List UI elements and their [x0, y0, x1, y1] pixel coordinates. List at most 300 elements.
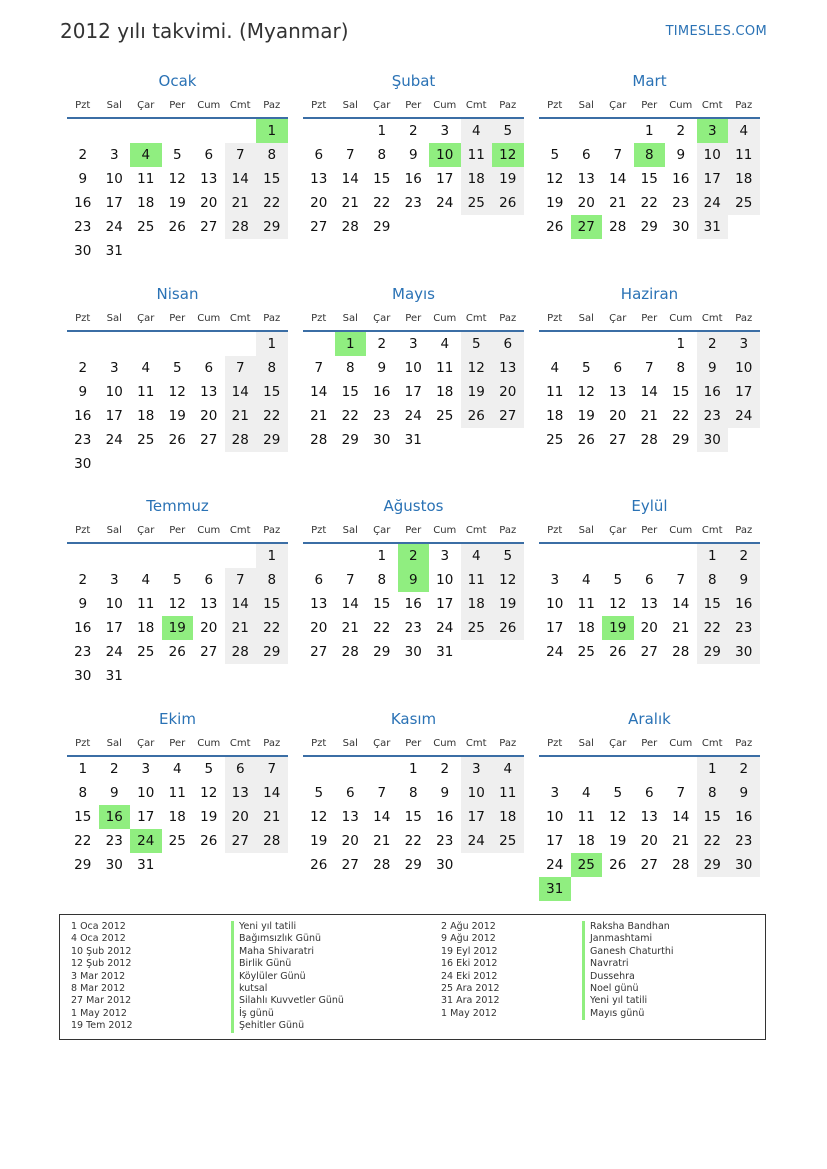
day-cell: 7: [225, 356, 257, 380]
day-cell: 2: [697, 332, 729, 356]
day-cell: 5: [613, 572, 623, 588]
weekday-label: Cum: [433, 100, 457, 111]
weekday-label: Cmt: [229, 737, 251, 749]
day-cell: 29: [341, 431, 359, 448]
legend-holiday-name: Köylüler Günü: [231, 971, 344, 983]
day-cell: 31: [404, 431, 422, 448]
weekday-label: Cmt: [465, 737, 487, 749]
day-cell: 7: [676, 784, 686, 801]
calendar-grid: [67, 68, 761, 908]
legend-holiday-date: 1 May 2012: [71, 1007, 127, 1019]
day-cell: 15: [697, 805, 729, 829]
day-cell: 6: [345, 784, 355, 801]
day-cell: 23: [697, 404, 729, 428]
day-cell: 8: [377, 147, 387, 163]
day-cell: 4: [461, 119, 493, 143]
day-cell: 3: [550, 784, 560, 801]
day-cell: 5: [461, 332, 493, 356]
holiday-day-cell: 12: [492, 143, 524, 167]
weekday-label: Per: [169, 737, 186, 749]
day-cell: 25: [137, 644, 155, 660]
weekday-label: Cmt: [465, 100, 487, 111]
day-cell: 22: [640, 195, 658, 211]
weekday-label: Per: [405, 312, 422, 324]
day-cell: 12: [310, 808, 328, 825]
day-cell: 3: [461, 757, 493, 781]
day-cell: 24: [105, 644, 123, 660]
day-cell: 30: [74, 243, 92, 259]
day-cell: 11: [728, 143, 760, 167]
day-cell: 12: [168, 596, 186, 612]
day-cell: 7: [225, 568, 257, 592]
brand-link[interactable]: TIMESLES.COM: [665, 24, 767, 39]
day-cell: 21: [225, 616, 257, 640]
weekday-label: Per: [641, 525, 658, 536]
month-block: [67, 493, 288, 703]
weekday-label: Cum: [669, 737, 693, 749]
day-cell: 17: [461, 805, 493, 829]
day-cell: 26: [168, 219, 186, 235]
day-cell: 21: [341, 620, 359, 636]
month-name: Eylül: [631, 497, 668, 515]
holiday-day-cell: 4: [130, 143, 162, 167]
legend-holiday-date: 12 Şub 2012: [71, 958, 132, 970]
weekday-label: Paz: [735, 100, 753, 111]
day-cell: 9: [78, 383, 88, 400]
day-cell: 6: [613, 359, 623, 376]
day-cell: 29: [256, 428, 288, 452]
day-cell: 2: [78, 572, 88, 588]
day-cell: 12: [200, 784, 218, 801]
weekday-label: Pzt: [311, 312, 327, 324]
weekday-label: Paz: [263, 312, 281, 324]
day-cell: 9: [697, 356, 729, 380]
day-cell: 28: [640, 431, 658, 448]
day-cell: 17: [404, 383, 422, 400]
day-cell: 24: [436, 195, 454, 211]
day-cell: 9: [78, 171, 88, 187]
day-cell: 15: [373, 171, 391, 187]
month-name: Ekim: [159, 709, 196, 728]
weekday-label: Paz: [735, 525, 753, 536]
day-cell: 14: [341, 596, 359, 612]
day-cell: 6: [492, 332, 524, 356]
day-cell: 8: [345, 359, 355, 376]
day-cell: 6: [204, 147, 214, 163]
day-cell: 27: [609, 431, 627, 448]
day-cell: 12: [577, 383, 595, 400]
day-cell: 24: [461, 829, 493, 853]
day-cell: 6: [644, 572, 654, 588]
day-cell: 1: [78, 760, 88, 777]
day-cell: 14: [225, 380, 257, 404]
legend-holiday-name: Birlik Günü: [231, 958, 344, 970]
day-cell: 9: [728, 568, 760, 592]
weekday-label: Çar: [373, 525, 391, 536]
month-block: [303, 493, 524, 703]
day-cell: 9: [109, 784, 119, 801]
day-cell: 17: [105, 620, 123, 636]
day-cell: 23: [105, 832, 123, 849]
holiday-day-cell: 19: [162, 616, 194, 640]
day-cell: 22: [404, 832, 422, 849]
day-cell: 26: [310, 856, 328, 873]
month-name: Temmuz: [146, 497, 209, 515]
day-cell: 11: [492, 781, 524, 805]
weekday-label: Çar: [373, 312, 391, 324]
day-cell: 1: [377, 123, 387, 139]
weekday-label: Sal: [342, 737, 358, 749]
day-cell: 3: [109, 147, 119, 163]
weekday-label: Paz: [499, 737, 517, 749]
day-cell: 30: [436, 856, 454, 873]
weekday-label: Pzt: [75, 737, 91, 749]
day-cell: 27: [200, 219, 218, 235]
day-cell: 8: [408, 784, 418, 801]
day-cell: 30: [728, 640, 760, 664]
day-cell: 9: [728, 781, 760, 805]
day-cell: 20: [640, 620, 658, 636]
weekday-label: Per: [641, 737, 658, 749]
day-cell: 11: [577, 596, 595, 612]
day-cell: 18: [461, 167, 493, 191]
day-cell: 28: [310, 431, 328, 448]
day-cell: 7: [345, 572, 355, 588]
day-cell: 28: [341, 644, 359, 660]
day-cell: 20: [310, 620, 328, 636]
day-cell: 23: [373, 407, 391, 424]
day-cell: 20: [200, 195, 218, 211]
day-cell: 15: [256, 592, 288, 616]
legend-holiday-date: 3 Mar 2012: [71, 970, 126, 982]
day-cell: 11: [137, 383, 155, 400]
day-cell: 25: [137, 431, 155, 448]
day-cell: 21: [310, 407, 328, 424]
weekday-label: Cmt: [701, 100, 723, 111]
day-cell: 12: [546, 171, 564, 187]
day-cell: 26: [492, 191, 524, 215]
day-cell: 14: [225, 592, 257, 616]
day-cell: 25: [461, 191, 493, 215]
holiday-day-cell: 25: [571, 853, 603, 877]
day-cell: 25: [728, 191, 760, 215]
day-cell: 22: [256, 616, 288, 640]
day-cell: 5: [204, 760, 214, 777]
day-cell: 17: [546, 620, 564, 636]
weekday-label: Sal: [578, 100, 594, 111]
day-cell: 16: [728, 805, 760, 829]
day-cell: 17: [105, 195, 123, 211]
holiday-day-cell: 27: [571, 215, 603, 239]
day-cell: 31: [105, 243, 123, 259]
weekday-label: Per: [169, 312, 186, 324]
day-cell: 23: [436, 832, 454, 849]
day-cell: 2: [408, 123, 418, 139]
day-cell: 4: [492, 757, 524, 781]
day-cell: 22: [74, 832, 92, 849]
day-cell: 5: [492, 119, 524, 143]
day-cell: 13: [200, 383, 218, 400]
weekday-label: Per: [169, 100, 186, 111]
weekday-label: Paz: [499, 525, 517, 536]
day-cell: 30: [373, 431, 391, 448]
day-cell: 4: [141, 359, 151, 376]
legend-holiday-date: 10 Şub 2012: [71, 945, 132, 957]
day-cell: 24: [546, 644, 564, 660]
weekday-label: Paz: [735, 737, 753, 749]
day-cell: 13: [640, 808, 658, 825]
month-block: [303, 281, 524, 491]
legend-holiday-name: Şehitler Günü: [231, 1020, 344, 1032]
day-cell: 1: [697, 757, 729, 781]
holiday-day-cell: 8: [634, 143, 666, 167]
day-cell: 16: [404, 171, 422, 187]
day-cell: 4: [581, 784, 591, 801]
day-cell: 23: [672, 195, 690, 211]
day-cell: 15: [373, 596, 391, 612]
day-cell: 13: [577, 171, 595, 187]
weekday-label: Per: [405, 737, 422, 749]
month-name: Mayıs: [392, 284, 435, 303]
weekday-label: Pzt: [547, 525, 563, 536]
weekday-label: Çar: [609, 737, 627, 749]
legend-holiday-date: 8 Mar 2012: [71, 982, 126, 994]
day-cell: 30: [404, 644, 422, 660]
day-cell: 2: [78, 147, 88, 163]
day-cell: 19: [200, 808, 218, 825]
day-cell: 20: [200, 407, 218, 424]
day-cell: 3: [728, 332, 760, 356]
weekday-label: Sal: [342, 525, 358, 536]
day-cell: 31: [105, 668, 123, 684]
weekday-label: Paz: [499, 100, 517, 111]
day-cell: 23: [74, 431, 92, 448]
day-cell: 16: [74, 195, 92, 211]
day-cell: 26: [461, 404, 493, 428]
weekday-label: Sal: [578, 737, 594, 749]
day-cell: 27: [310, 219, 328, 235]
day-cell: 3: [550, 572, 560, 588]
day-cell: 12: [492, 568, 524, 592]
day-cell: 27: [200, 644, 218, 660]
legend-holiday-date: 1 May 2012: [441, 1007, 497, 1019]
day-cell: 15: [697, 592, 729, 616]
day-cell: 21: [640, 407, 658, 424]
day-cell: 16: [436, 808, 454, 825]
day-cell: 26: [168, 431, 186, 448]
day-cell: 8: [78, 784, 88, 801]
month-block: [539, 68, 760, 278]
day-cell: 25: [546, 431, 564, 448]
legend-holiday-name: Maha Shivaratri: [231, 946, 344, 958]
day-cell: 28: [225, 215, 257, 239]
day-cell: 15: [341, 383, 359, 400]
holiday-day-cell: 24: [130, 829, 162, 853]
day-cell: 20: [640, 832, 658, 849]
legend-column-right-date: [441, 921, 500, 1020]
day-cell: 2: [440, 760, 450, 777]
day-cell: 24: [697, 191, 729, 215]
day-cell: 1: [408, 760, 418, 777]
day-cell: 28: [225, 428, 257, 452]
day-cell: 15: [672, 383, 690, 400]
day-cell: 11: [461, 143, 493, 167]
day-cell: 16: [672, 171, 690, 187]
day-cell: 16: [74, 407, 92, 424]
day-cell: 21: [373, 832, 391, 849]
day-cell: 4: [728, 119, 760, 143]
day-cell: 10: [728, 356, 760, 380]
weekday-label: Cum: [433, 737, 457, 749]
day-cell: 4: [440, 335, 450, 352]
day-cell: 7: [314, 359, 324, 376]
day-cell: 8: [256, 356, 288, 380]
day-cell: 27: [640, 856, 658, 873]
day-cell: 6: [644, 784, 654, 801]
day-cell: 12: [609, 808, 627, 825]
day-cell: 13: [341, 808, 359, 825]
day-cell: 7: [676, 572, 686, 588]
day-cell: 20: [609, 407, 627, 424]
day-cell: 26: [546, 219, 564, 235]
day-cell: 31: [137, 856, 155, 873]
weekday-label: Cmt: [465, 525, 487, 536]
day-cell: 8: [676, 359, 686, 376]
day-cell: 8: [256, 568, 288, 592]
weekday-label: Cmt: [229, 525, 251, 536]
day-cell: 12: [168, 171, 186, 187]
day-cell: 19: [168, 407, 186, 424]
day-cell: 10: [404, 359, 422, 376]
legend-holiday-date: 19 Tem 2012: [71, 1020, 133, 1032]
day-cell: 11: [137, 171, 155, 187]
day-cell: 10: [546, 808, 564, 825]
day-cell: 6: [314, 572, 324, 588]
day-cell: 7: [377, 784, 387, 801]
day-cell: 23: [404, 195, 422, 211]
day-cell: 2: [676, 123, 686, 139]
day-cell: 21: [256, 805, 288, 829]
day-cell: 28: [341, 219, 359, 235]
legend-holiday-name: İş günü: [231, 1008, 344, 1020]
weekday-label: Per: [169, 525, 186, 536]
weekday-label: Pzt: [547, 312, 563, 324]
day-cell: 21: [672, 620, 690, 636]
day-cell: 30: [105, 856, 123, 873]
day-cell: 19: [577, 407, 595, 424]
day-cell: 1: [377, 548, 387, 564]
day-cell: 10: [697, 143, 729, 167]
day-cell: 5: [314, 784, 324, 801]
day-cell: 19: [609, 832, 627, 849]
day-cell: 29: [640, 219, 658, 235]
day-cell: 14: [373, 808, 391, 825]
day-cell: 3: [440, 123, 450, 139]
day-cell: 1: [676, 335, 686, 352]
weekday-label: Cum: [197, 525, 221, 536]
day-cell: 17: [546, 832, 564, 849]
day-cell: 19: [461, 380, 493, 404]
legend-holiday-name: kutsal: [231, 983, 344, 995]
day-cell: 10: [105, 171, 123, 187]
day-cell: 18: [436, 383, 454, 400]
day-cell: 14: [640, 383, 658, 400]
day-cell: 29: [373, 219, 391, 235]
weekday-label: Pzt: [311, 737, 327, 749]
month-block: [539, 706, 760, 916]
weekday-label: Sal: [342, 312, 358, 324]
legend-column-left-date: [71, 921, 133, 1033]
day-cell: 28: [225, 640, 257, 664]
day-cell: 22: [373, 195, 391, 211]
day-cell: 31: [436, 644, 454, 660]
weekday-label: Paz: [263, 100, 281, 111]
day-cell: 15: [256, 380, 288, 404]
day-cell: 5: [613, 784, 623, 801]
day-cell: 4: [550, 359, 560, 376]
day-cell: 8: [377, 572, 387, 588]
holiday-day-cell: 31: [539, 877, 571, 901]
holiday-day-cell: 19: [602, 616, 634, 640]
day-cell: 18: [168, 808, 186, 825]
day-cell: 12: [168, 383, 186, 400]
day-cell: 3: [141, 760, 151, 777]
weekday-label: Per: [641, 312, 658, 324]
day-cell: 7: [225, 143, 257, 167]
day-cell: 14: [225, 167, 257, 191]
day-cell: 11: [577, 808, 595, 825]
day-cell: 18: [728, 167, 760, 191]
day-cell: 13: [310, 596, 328, 612]
day-cell: 12: [461, 356, 493, 380]
month-header-rule: [67, 330, 288, 332]
day-cell: 14: [672, 596, 690, 612]
day-cell: 7: [644, 359, 654, 376]
day-cell: 23: [74, 644, 92, 660]
day-cell: 30: [74, 668, 92, 684]
day-cell: 22: [256, 404, 288, 428]
day-cell: 21: [225, 404, 257, 428]
month-name: Ağustos: [383, 497, 444, 515]
day-cell: 18: [577, 832, 595, 849]
day-cell: 25: [436, 407, 454, 424]
day-cell: 28: [609, 219, 627, 235]
day-cell: 17: [728, 380, 760, 404]
day-cell: 15: [640, 171, 658, 187]
day-cell: 2: [377, 335, 387, 352]
day-cell: 22: [697, 829, 729, 853]
legend-holiday-name: Raksha Bandhan: [582, 921, 674, 933]
day-cell: 25: [461, 616, 493, 640]
weekday-label: Pzt: [311, 100, 327, 111]
weekday-label: Cum: [669, 312, 693, 324]
holiday-legend: [59, 914, 766, 1040]
weekday-label: Cmt: [229, 100, 251, 111]
day-cell: 20: [341, 832, 359, 849]
day-cell: 7: [256, 757, 288, 781]
month-header-rule: [67, 117, 288, 119]
day-cell: 13: [640, 596, 658, 612]
day-cell: 15: [404, 808, 422, 825]
day-cell: 3: [109, 359, 119, 376]
day-cell: 14: [672, 808, 690, 825]
month-block: [303, 68, 524, 278]
holiday-day-cell: 1: [256, 119, 288, 143]
legend-holiday-name: Ganesh Chaturthi: [582, 946, 674, 958]
legend-column-right-name: [582, 921, 674, 1020]
month-name: Kasım: [390, 709, 437, 728]
day-cell: 17: [436, 171, 454, 187]
